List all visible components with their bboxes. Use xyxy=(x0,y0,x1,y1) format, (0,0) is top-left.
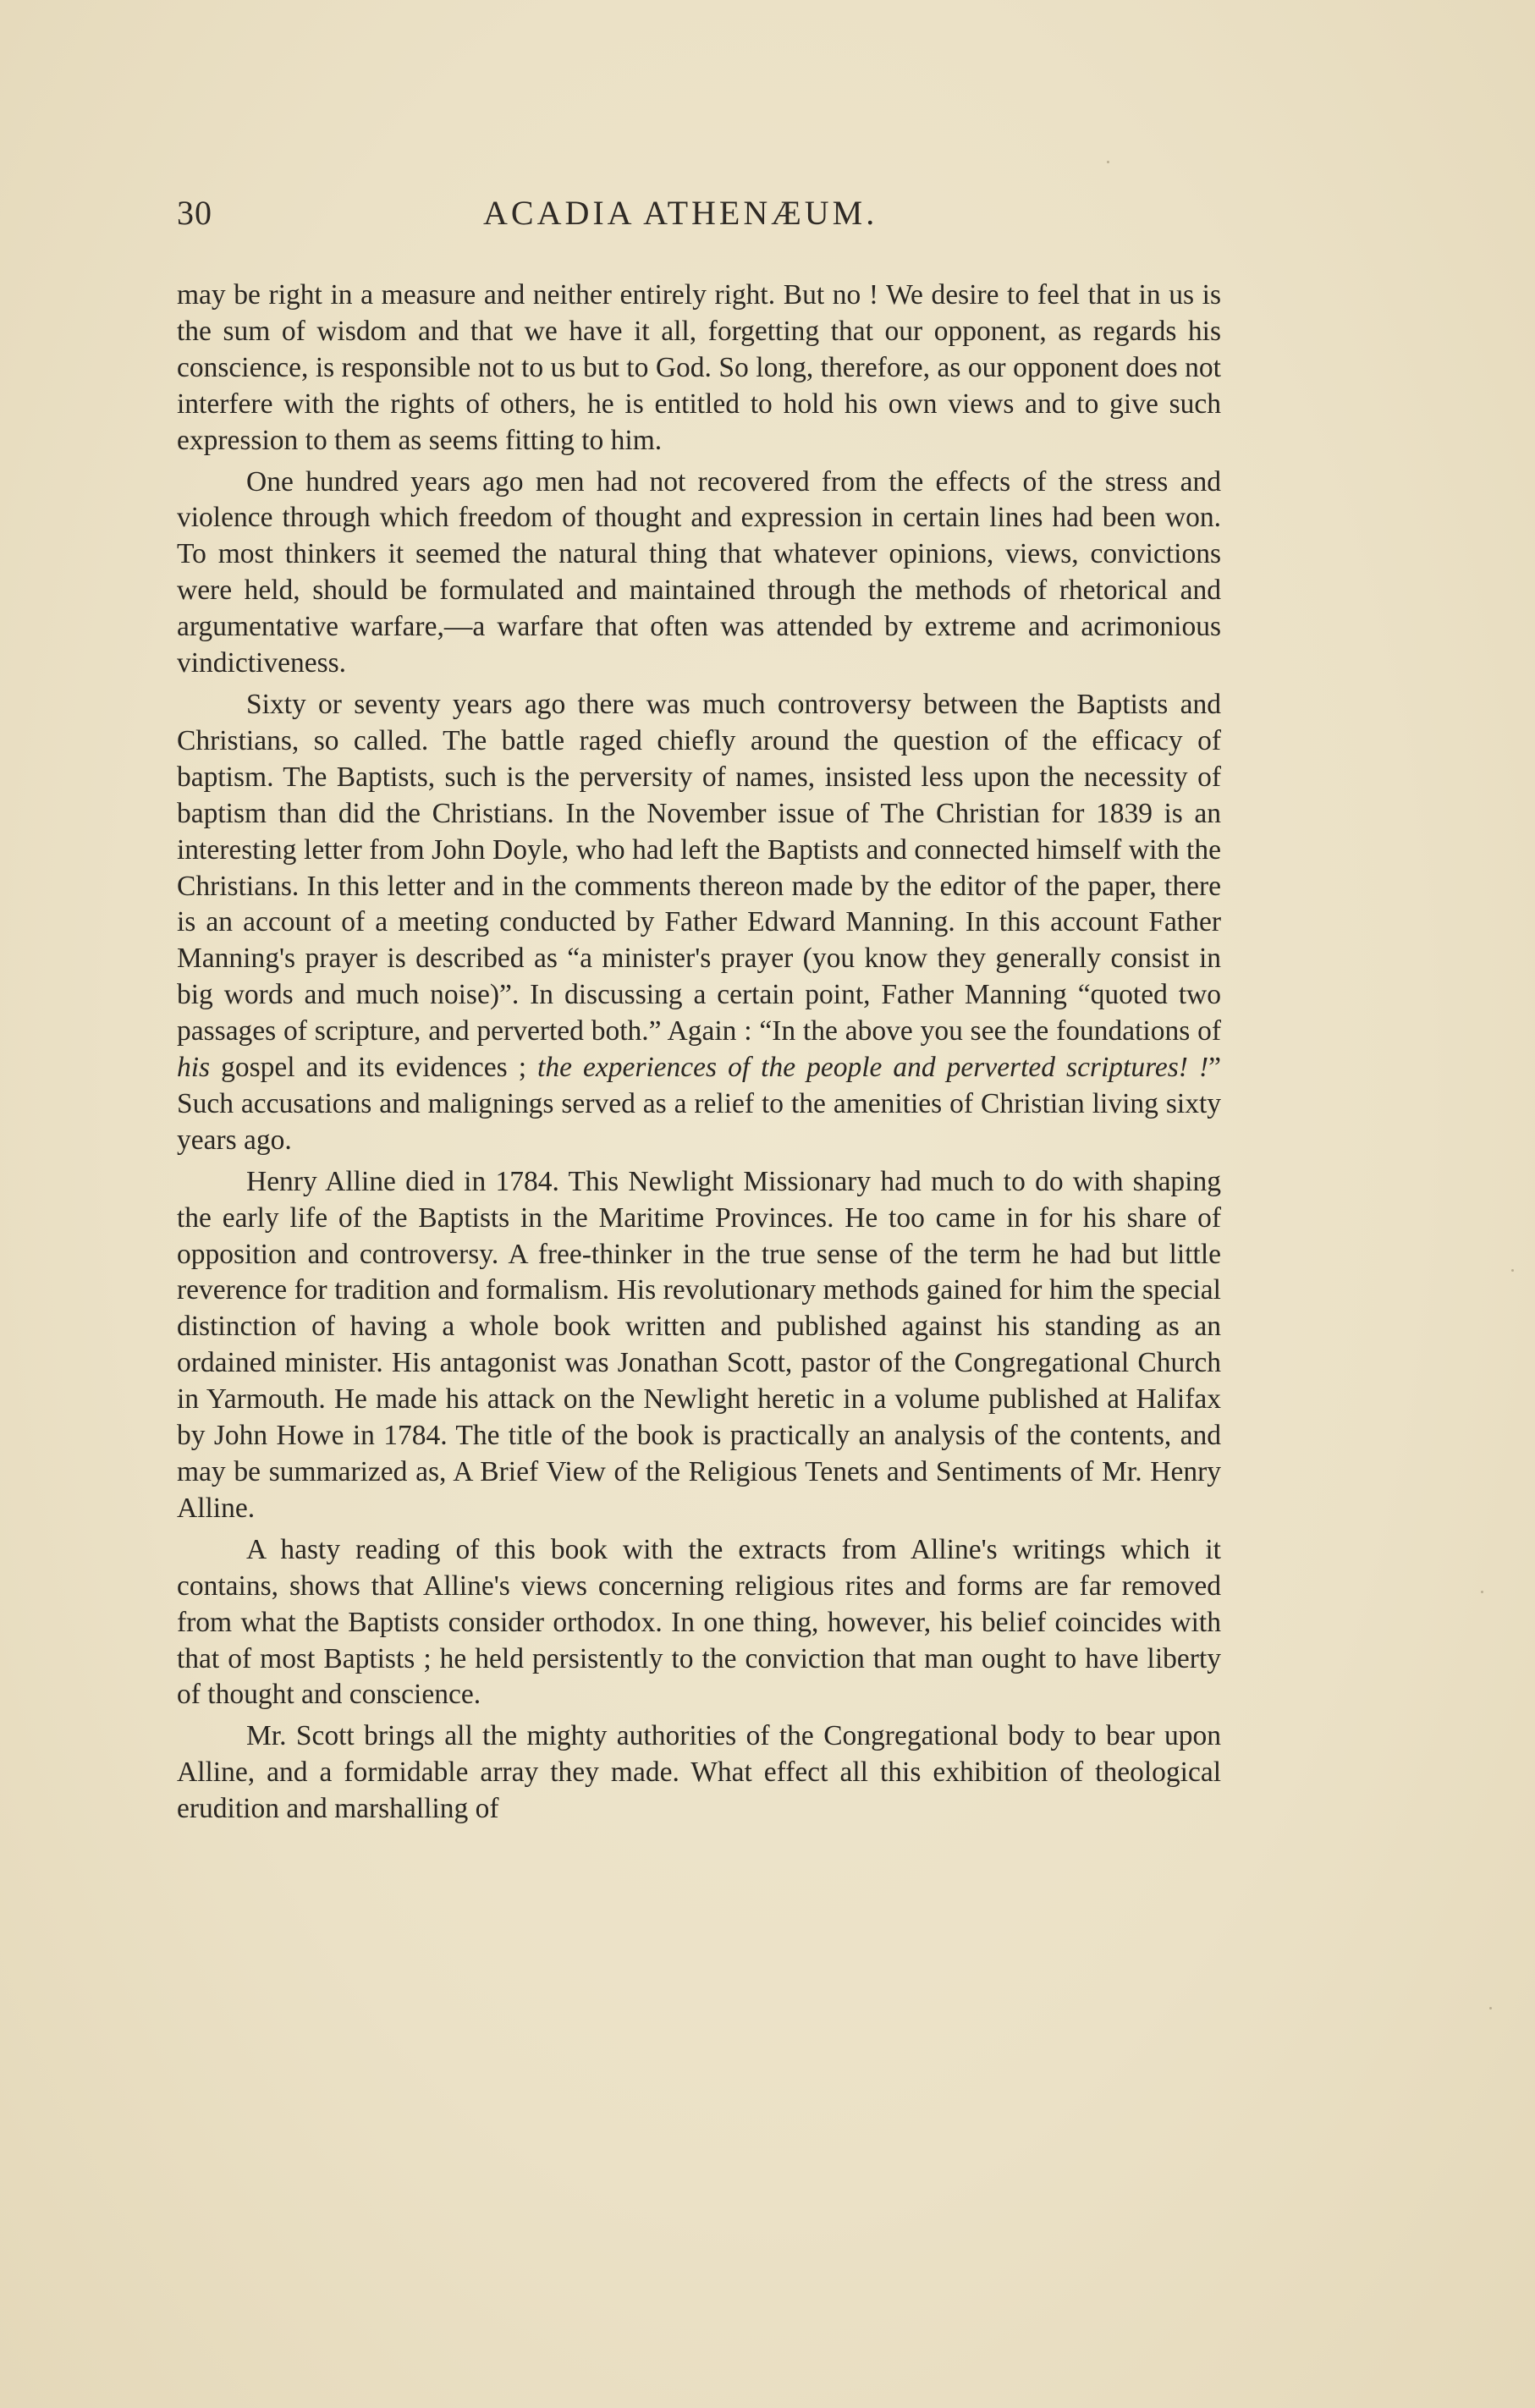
running-head xyxy=(177,193,1294,244)
paragraph-5: A hasty reading of this book with the extracts from Alline's writings which it contains, shows that Alline's views concerning religious rites and forms are far removed from what the Baptists consider orthodox. In one thing, however, his belief coincides with that of most Baptists ; he held persistently to the conviction that man ought to have liberty of thought and conscience. xyxy=(177,1533,1221,1711)
article-body xyxy=(177,278,1221,1833)
paper-speck xyxy=(1489,2007,1492,2009)
journal-title: ACADIA ATHENÆUM. xyxy=(483,194,878,232)
paragraph-6: Mr. Scott brings all the mighty authorities of the Congregational body to bear upon Alline, and a formidable array they made. What effect all this exhibition of theological erudition and marshalling of xyxy=(177,1720,1221,1825)
paragraph-3-text-start: Sixty or seventy years ago there was much controversy between the Baptists and Christians, so called. The battle raged chiefly around the question of the efficacy of baptism. The Baptists, such is the perversity of names, insisted less upon the necessity of baptism than did the Christians. In the November issue of The Christian for 1839 is an interesting letter from John Doyle, who had left the Baptists and connected himself with the Christians. In this letter and in the comments thereon made by the editor of the paper, there is an account of a meeting conducted by Father Edward Manning. In this account Father Manning's prayer is described as “a minister's prayer (you know they generally consist in big words and much noise)”. In discussing a certain point, Father Manning “quoted two passages of scripture, and perverted both.” Again : “In the above you see the foundations of xyxy=(177,688,1221,1047)
paper-speck xyxy=(1511,1269,1514,1272)
italic-quotation: the experiences of the people and perverted scriptures! ! xyxy=(537,1052,1209,1084)
paragraph-1: may be right in a measure and neither entirely right. But no ! We desire to feel that in us is the sum of wisdom and that we have it all, forgetting that our opponent, as regards his conscience, is responsible not to us but to God. So long, therefore, as our opponent does not interfere with the rights of others, he is entitled to hold his own views and to give such expression to them as seems fitting to him. xyxy=(177,279,1221,456)
paper-speck xyxy=(1481,1591,1483,1593)
paper-speck xyxy=(1107,161,1109,163)
paragraph-4: Henry Alline died in 1784. This Newlight Missionary had much to do with shaping the early life of the Baptists in the Maritime Provinces. He too came in for his share of opposition and controversy. A free-thinker in the true sense of the term he had but little reverence for tradition and formalism. His revolutionary methods gained for him the special distinction of having a whole book written and published against his standing as an ordained minister. His antagonist was Jonathan Scott, pastor of the Congregational Church in Yarmouth. He made his attack on the Newlight heretic in a volume published at Halifax by John Howe in 1784. The title of the book is practically an analysis of the contents, and may be summarized as, A Brief View of the Religious Tenets and Sentiments of Mr. Henry Alline. xyxy=(177,1165,1221,1524)
paragraph-3-text-middle: gospel and its evidences ; xyxy=(210,1052,538,1084)
page-number: 30 xyxy=(177,194,212,232)
paragraph-2: One hundred years ago men had not recovered from the effects of the stress and violence through which freedom of thought and expression in certain lines had been won. To most thinkers it seemed the natural thing that whatever opinions, views, convictions were held, should be formulated and maintained through the methods of rhetorical and argumentative warfare,—a warfare that often was attended by extreme and acrimonious vindictiveness. xyxy=(177,465,1221,679)
italic-his: his xyxy=(177,1052,211,1084)
paragraph-3-text-end: ” Such accusations and malignings served as a relief to the amenities of Christian living sixty years ago. xyxy=(177,1052,1221,1156)
paragraph-3 xyxy=(177,687,1221,1159)
